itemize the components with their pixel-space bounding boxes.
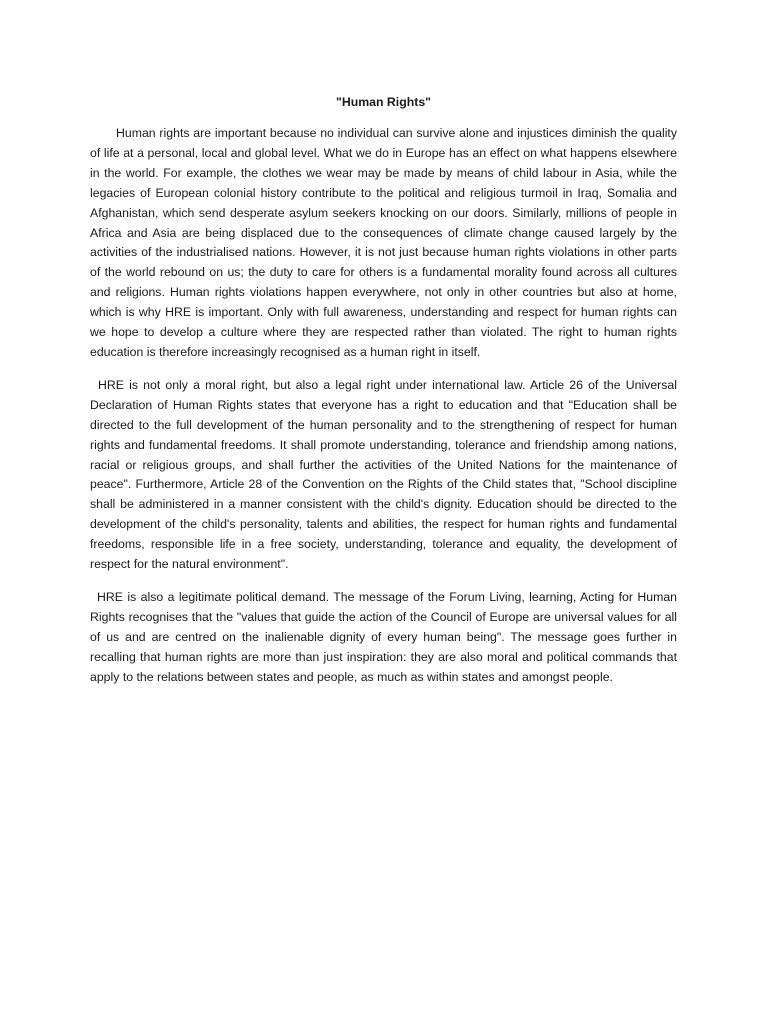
document-body <box>90 92 677 700</box>
paragraph-legal-right: HRE is not only a moral right, but also a legal right under international law. Article 26 of the Universal Declaration of Human Rights states that everyone has a right to education and that "Education shall be directed to the full development of the human personality and to the strengthening of respect for human rights and fundamental freedoms. It shall promote understanding, tolerance and friendship among nations, racial or religious groups, and shall further the activities of the United Nations for the maintenance of peace". Furthermore, Article 28 of the Convention on the Rights of the Child states that, "School discipline shall be administered in a manner consistent with the child's dignity. Education should be directed to the development of the child's personality, talents and abilities, the respect for human rights and fundamental freedoms, responsible life in a free society, understanding, tolerance and equality, the development of respect for the natural environment". <box>90 377 677 572</box>
paragraph-political-demand: HRE is also a legitimate political demand. The message of the Forum Living, learning, Acting for Human Rights recognises that the "values that guide the action of the Council of Europe are universal values for all of us and are centred on the inalienable dignity of every human being". The message goes further in recalling that human rights are more than just inspiration: they are also moral and political commands that apply to the relations between states and people, as much as within states and amongst people. <box>90 589 677 684</box>
paragraph-importance: Human rights are important because no individual can survive alone and injustices diminish the quality of life at a personal, local and global level. What we do in Europe has an effect on what happens elsewhere in the world. For example, the clothes we wear may be made by means of child labour in Asia, while the legacies of European colonial history contribute to the political and religious turmoil in Iraq, Somalia and Afghanistan, which send desperate asylum seekers knocking on our doors. Similarly, millions of people in Africa and Asia are being displaced due to the consequences of climate change caused largely by the activities of the industrialised nations. However, it is not just because human rights violations in other parts of the world rebound on us; the duty to care for others is a fundamental morality found across all cultures and religions. Human rights violations happen everywhere, not only in other countries but also at home, which is why HRE is important. Only with full awareness, understanding and respect for human rights can we hope to develop a culture where they are respected rather than violated. The right to human rights education is therefore increasingly recognised as a human right in itself. <box>90 126 677 359</box>
document-title: "Human Rights" <box>335 95 431 109</box>
